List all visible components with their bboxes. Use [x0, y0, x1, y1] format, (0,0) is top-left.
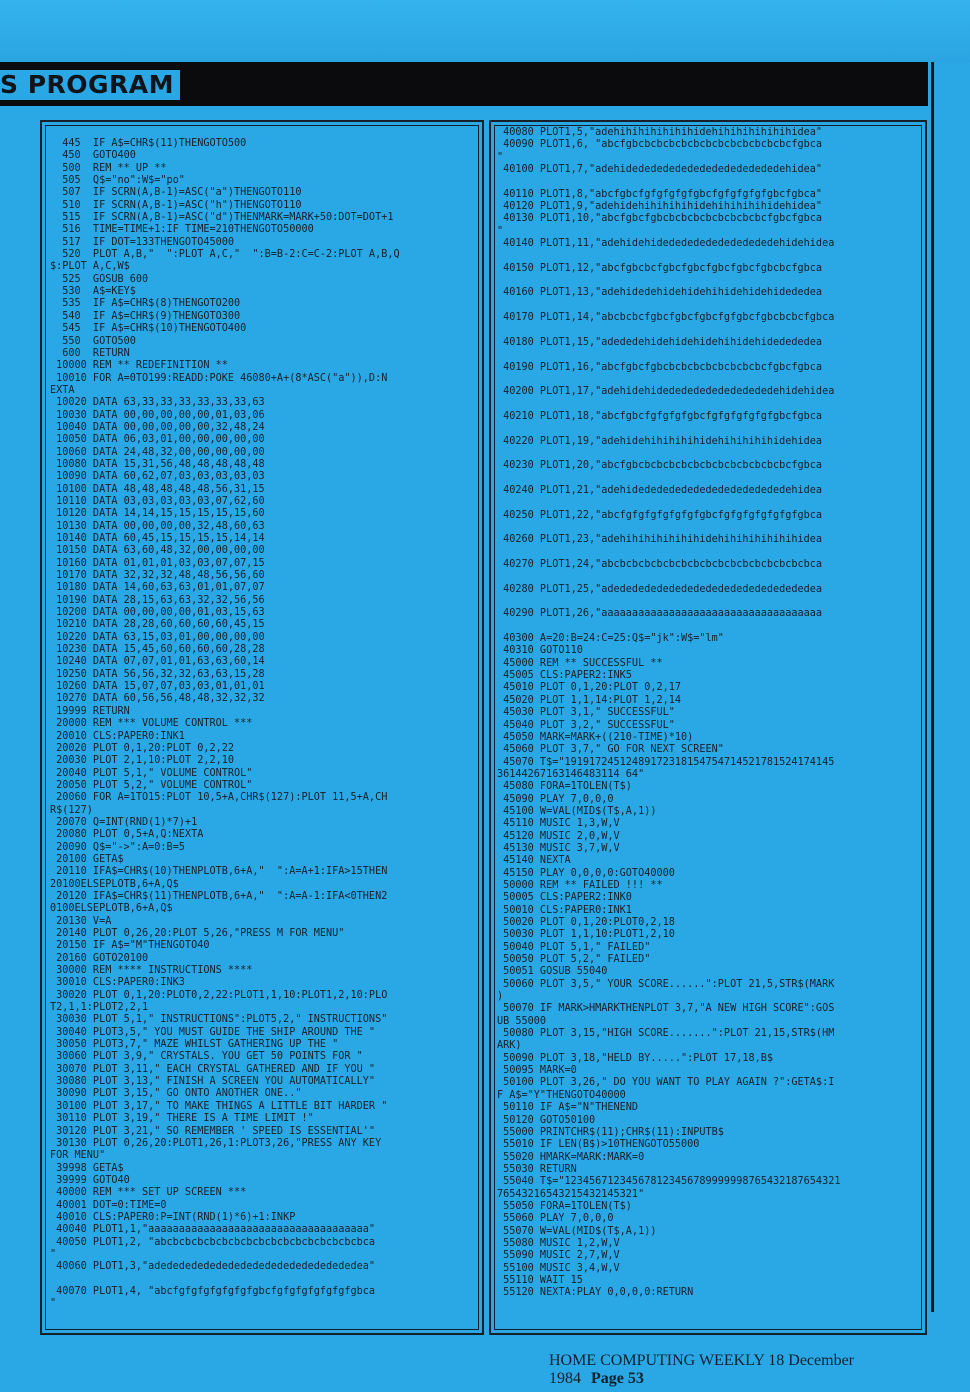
section-header-bar: [0, 62, 928, 106]
basic-listing-left-column: 445 IF A$=CHR$(11)THENGOTO500 450 GOTO400 500 REM ** UP ** 505 Q$="no":W$="po" 507 IF SCRN(A,B-1)=ASC("a")THENGOTO110 510 IF SCRN(A,B-1)=ASC("h")THENGOTO110 515 IF SCRN(A,B-1)=ASC("d")THENMARK=MARK+50:DOT=DOT+1 516 TIME=TIME+1:IF TIME=210THENGOTO50000 517 IF DOT=133THENGOTO45000 520 PLOT A,B," ":PLOT A,C," ":B=B-2:C=C-2:PLOT A,B,Q $:PLOT A,C,W$ 525 GOSUB 600 530 A$=KEY$ 535 IF A$=CHR$(8)THENGOTO200 540 IF A$=CHR$(9)THENGOTO300 545 IF A$=CHR$(10)THENGOTO400 550 GOTO500 600 RETURN 10000 REM ** REDEFINITION ** 10010 FOR A=0TO199:READD:POKE 46080+A+(8*ASC("a")),D:N EXTA 10020 DATA 63,33,33,33,33,33,33,63 10030 DATA 00,00,00,00,00,01,03,06 10040 DATA 00,00,00,00,00,32,48,24 10050 DATA 06,03,01,00,00,00,00,00 10060 DATA 24,48,32,00,00,00,00,00 10080 DATA 15,31,56,48,48,48,48,48 10090 DATA 60,62,07,03,03,03,03,03 10100 DATA 48,48,48,48,48,56,31,15 10110 DATA 03,03,03,03,03,07,62,60 10120 DATA 14,14,15,15,15,15,15,60 10130 DATA 00,00,00,00,32,48,60,63 10140 DATA 60,45,15,15,15,15,14,14 10150 DATA 63,60,48,32,00,00,00,00 10160 DATA 01,01,01,03,03,07,07,15 10170 DATA 32,32,32,48,48,56,56,60 10180 DATA 14,60,63,63,01,01,07,07 10190 DATA 28,15,63,63,32,32,56,56 10200 DATA 00,00,00,00,01,03,15,63 10210 DATA 28,28,60,60,60,60,45,15 10220 DATA 63,15,03,01,00,00,00,00 10230 DATA 15,45,60,60,60,60,28,28 10240 DATA 07,07,01,01,63,63,60,14 10250 DATA 56,56,32,32,63,63,15,28 10260 DATA 15,07,07,03,03,01,01,01 10270 DATA 60,56,56,48,48,32,32,32 19999 RETURN 20000 REM *** VOLUME CONTROL *** 20010 CLS:PAPER0:INK1 20020 PLOT 0,1,20:PLOT 0,2,22 20030 PLOT 2,1,10:PLOT 2,2,10 20040 PLOT 5,1," VOLUME CONTROL" 20050 PLOT 5,2," VOLUME CONTROL" 20060 FOR A=1TO15:PLOT 10,5+A,CHR$(127):PLOT 11,5+A,CH R$(127) 20070 Q=INT(RND(1)*7)+1 20080 PLOT 0,5+A,Q:NEXTA 20090 Q$="->":A=0:B=5 20100 GETA$ 20110 IFA$=CHR$(10)THENPLOTB,6+A," ":A=A+1:IFA>15THEN 20100ELSEPLOTB,6+A,Q$ 20120 IFA$=CHR$(11)THENPLOTB,6+A," ":A=A-1:IFA<0THEN2 0100ELSEPLOTB,6+A,Q$ 20130 V=A 20140 PLOT 0,26,20:PLOT 5,26,"PRESS M FOR MENU" 20150 IF A$="M"THENGOTO40 20160 GOTO20100 30000 REM **** INSTRUCTIONS **** 30010 CLS:PAPER0:INK3 30020 PLOT 0,1,20:PLOT0,2,22:PLOT1,1,10:PLOT1,2,10:PLO T2,1,1:PLOT2,2,1 30030 PLOT 5,1," INSTRUCTIONS":PLOT5,2," INSTRUCTIONS" 30040 PLOT3,5," YOU MUST GUIDE THE SHIP AROUND THE " 30050 PLOT3,7," MAZE WHILST GATHERING UP THE " 30060 PLOT 3,9," CRYSTALS. YOU GET 50 POINTS FOR " 30070 PLOT 3,11," EACH CRYSTAL GATHERED AND IF YOU " 30080 PLOT 3,13," FINISH A SCREEN YOU AUTOMATICALLY" 30090 PLOT 3,15," GO ONTO ANOTHER ONE.." 30100 PLOT 3,17," TO MAKE THINGS A LITTLE BIT HARDER " 30110 PLOT 3,19," THERE IS A TIME LIMIT !" 30120 PLOT 3,21," SO REMEMBER ' SPEED IS ESSENTIAL'" 30130 PLOT 0,26,20:PLOT1,26,1:PLOT3,26,"PRESS ANY KEY FOR MENU" 39998 GETA$ 39999 GOTO40 40000 REM *** SET UP SCREEN *** 40001 DOT=0:TIME=0 40010 CLS:PAPER0:P=INT(RND(1)*6)+1:INKP 40040 PLOT1,1,"aaaaaaaaaaaaaaaaaaaaaaaaaaaaaaaaaaaa" 40050 PLOT1,2, "abcbcbcbcbcbcbcbcbcbcbcbcbcbcbcbcbca " 40060 PLOT1,3,"adededededededededededededededededea" 40070 PLOT1,4, "abcfgfgfgfgfgfgfgbcfgfgfgfgfgfgfgbca ": [50, 138, 400, 1310]
page-edge-rule: [931, 62, 934, 1312]
top-margin: [0, 0, 970, 62]
section-title: S PROGRAM: [0, 70, 180, 100]
page-number: Page 53: [591, 1370, 644, 1387]
basic-listing-right-column: 40080 PLOT1,5,"adehihihihihihihidehihihihihihihidea" 40090 PLOT1,6, "abcfgbcbcbcbcbcbcbcbcbcbcbcbcbcfgbca " 40100 PLOT1,7,"adehidededededededededededededehidea" 40110 PLOT1,8,"abcfgbcfgfgfgfgfgbcfgfgfgfgfgbcfgbca" 40120 PLOT1,9,"adehidehihihihihidehihihihihidehidea" 40130 PLOT1,10,"abcfgbcfgbcbcbcbcbcbcbcbcbcfgbcfgbca " 40140 PLOT1,11,"adehidehidedededededededededehidehidea 40150 PLOT1,12,"abcfgbcbcfgbcfgbcfgbcfgbcfgbcbcfgbca 40160 PLOT1,13,"adehidedehidehidehihidehidehidededea 40170 PLOT1,14,"abcbcbcfgbcfgbcfgbcfgfgbcfgbcbcbcfgbca 40180 PLOT1,15,"adededehidehidehidehihidehidedededea 40190 PLOT1,16,"abcfgbcfgbcbcbcbcbcbcbcbcbcfgbcfgbca 40200 PLOT1,17,"adehidehidedededededededededehidehidea 40210 PLOT1,18,"abcfgbcfgfgfgfgbcfgfgfgfgfgfgbcfgbca 40220 PLOT1,19,"adehidehihihihihidehihihihihidehidea 40230 PLOT1,20,"abcfgbcbcbcbcbcbcbcbcbcbcbcbcbcfgbca 40240 PLOT1,21,"adehidededededededededededededehidea 40250 PLOT1,22,"abcfgfgfgfgfgfgfgbcfgfgfgfgfgfgfgbca 40260 PLOT1,23,"adehihihihihihihidehihihihihihihidea 40270 PLOT1,24,"abcbcbcbcbcbcbcbcbcbcbcbcbcbcbcbcbca 40280 PLOT1,25,"adededededededededededededededededea 40290 PLOT1,26,"aaaaaaaaaaaaaaaaaaaaaaaaaaaaaaaaaaaa 40300 A=20:B=24:C=25:Q$="jk":W$="lm" 40310 GOTO110 45000 REM ** SUCCESSFUL ** 45005 CLS:PAPER2:INK5 45010 PLOT 0,1,20:PLOT 0,2,17 45020 PLOT 1,1,14:PLOT 1,2,14 45030 PLOT 3,1," SUCCESSFUL" 45040 PLOT 3,2," SUCCESSFUL" 45050 MARK=MARK+((210-TIME)*10) 45060 PLOT 3,7," GO FOR NEXT SCREEN" 45070 T$="19191724512489172318154754714521781524174145 36144267163146483114 64" 45080 FORA=1TOLEN(T$) 45090 PLAY 7,0,0,0 45100 W=VAL(MID$(T$,A,1)) 45110 MUSIC 1,3,W,V 45120 MUSIC 2,0,W,V 45130 MUSIC 3,7,W,V 45140 NEXTA 45150 PLAY 0,0,0,0:GOTO40000 50000 REM ** FAILED !!! ** 50005 CLS:PAPER2:INK0 50010 CLS:PAPER0:INK1 50020 PLOT 0,1,20:PLOT0,2,18 50030 PLOT 1,1,10:PLOT1,2,10 50040 PLOT 5,1," FAILED" 50050 PLOT 5,2," FAILED" 50051 GOSUB 55040 50060 PLOT 3,5," YOUR SCORE......":PLOT 21,5,STR$(MARK ) 50070 IF MARK>HMARKTHENPLOT 3,7,"A NEW HIGH SCORE":GOS UB 55000 50080 PLOT 3,15,"HIGH SCORE.......":PLOT 21,15,STR$(HM ARK) 50090 PLOT 3,18,"HELD BY.....":PLOT 17,18,B$ 50095 MARK=0 50100 PLOT 3,26," DO YOU WANT TO PLAY AGAIN ?":GETA$:I F A$="Y"THENGOTO40000 50110 IF A$="N"THENEND 50120 GOTO50100 55000 PRINTCHR$(11);CHR$(11):INPUTB$ 55010 IF LEN(B$)>10THENGOTO55000 55020 HMARK=MARK:MARK=0 55030 RETURN 55040 T$="123456712345678123456789999998765432187654321 76543216543215432145321" 55050 FORA=1TOLEN(T$) 55060 PLAY 7,0,0,0 55070 W=VAL(MID$(T$,A,1)) 55080 MUSIC 1,2,W,V 55090 MUSIC 2,7,W,V 55100 MUSIC 3,4,W,V 55110 WAIT 15 55120 NEXTA:PLAY 0,0,0,0:RETURN: [497, 127, 841, 1299]
page-footer: [549, 1352, 929, 1388]
publication-credit: HOME COMPUTING WEEKLY 18 December 1984: [549, 1352, 855, 1387]
